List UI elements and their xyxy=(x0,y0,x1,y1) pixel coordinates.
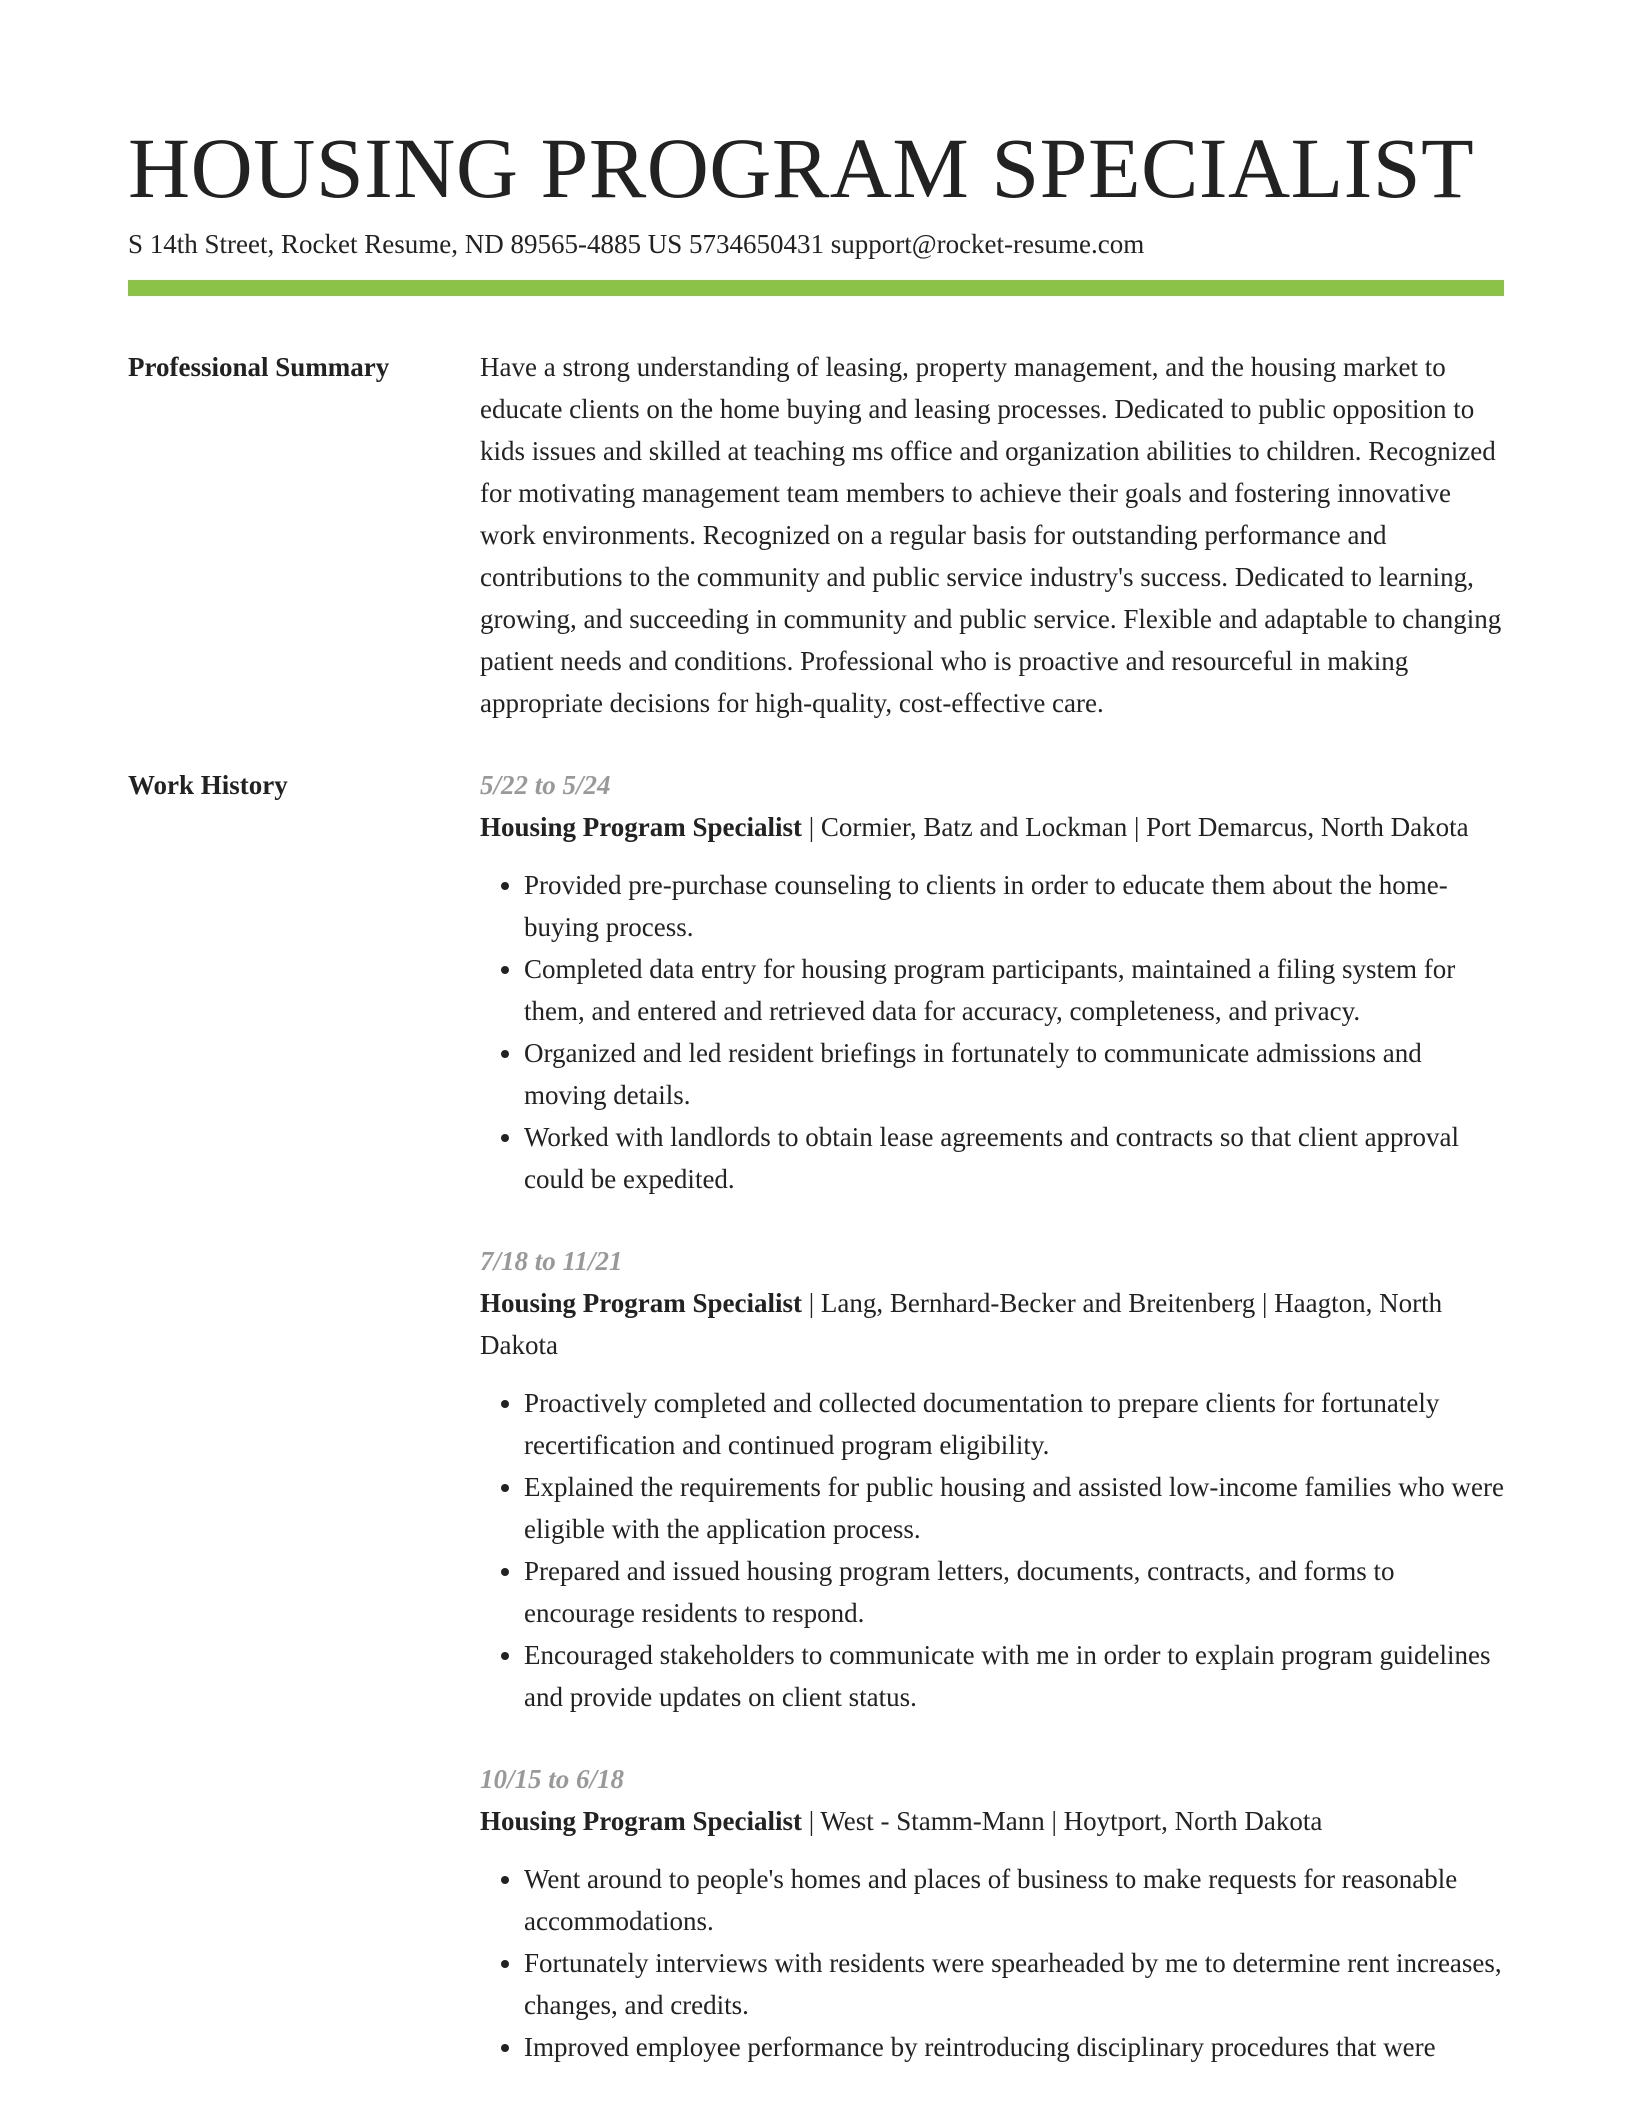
duty-item: • Encouraged stakeholders to communicate with me in order to explain program guidelines and provide updates on client status. xyxy=(524,1634,1504,1718)
job-heading xyxy=(480,1800,1504,1842)
duty-item: • Provided pre-purchase counseling to clients in order to educate them about the home-buying process. xyxy=(524,864,1504,948)
duty-item: • Proactively completed and collected documentation to prepare clients for fortunately recertification and continued program eligibility. xyxy=(524,1382,1504,1466)
duty-item: • Worked with landlords to obtain lease agreements and contracts so that client approval could be expedited. xyxy=(524,1116,1504,1200)
duty-item: • Prepared and issued housing program letters, documents, contracts, and forms to encourage residents to respond. xyxy=(524,1550,1504,1634)
job-entry xyxy=(480,764,1504,1200)
duty-item: • Completed data entry for housing program participants, maintained a filing system for them, and entered and retrieved data for accuracy, completeness, and privacy. xyxy=(524,948,1504,1032)
job-title: Housing Program Specialist xyxy=(480,812,803,842)
job-title: Housing Program Specialist xyxy=(480,1288,803,1318)
job-heading xyxy=(480,1282,1504,1366)
summary-heading: Professional Summary xyxy=(128,352,390,382)
work-history-heading: Work History xyxy=(128,770,288,800)
job-entry xyxy=(480,1758,1504,2068)
job-title: Housing Program Specialist xyxy=(480,1806,803,1836)
duty-item: • Went around to people's homes and places of business to make requests for reasonable accommodations. xyxy=(524,1858,1504,1942)
job-heading xyxy=(480,806,1504,848)
duty-item: • Explained the requirements for public housing and assisted low-income families who were eligible with the application process. xyxy=(524,1466,1504,1550)
job-dates: 10/15 to 6/18 xyxy=(480,1764,625,1794)
job-duties xyxy=(480,1858,1504,2068)
summary-section xyxy=(128,346,1504,724)
resume-page xyxy=(128,118,1504,2108)
duty-item: • Organized and led resident briefings in fortunately to communicate admissions and moving details. xyxy=(524,1032,1504,1116)
summary-text: Have a strong understanding of leasing, property management, and the housing market to educate clients on the home buying and leasing processes. Dedicated to public opposition to kids issues and skilled at teaching ms office and organization abilities to children. Recognized for motivating management team members to achieve their goals and fostering innovative work environments. Recognized on a regular basis for outstanding performance and contributions to the community and public service industry's success. Dedicated to learning, growing, and succeeding in community and public service. Flexible and adaptable to changing patient needs and conditions. Professional who is proactive and resourceful in making appropriate decisions for high-quality, cost-effective care. xyxy=(480,352,1502,718)
job-duties xyxy=(480,864,1504,1200)
job-entry xyxy=(480,1240,1504,1718)
duty-item: • Improved employee performance by reintroducing disciplinary procedures that were xyxy=(524,2026,1504,2068)
candidate-name: HOUSING PROGRAM SPECIALIST xyxy=(128,120,1475,216)
job-employer-location: | Cormier, Batz and Lockman | Port Demarcus, North Dakota xyxy=(802,812,1469,842)
accent-divider xyxy=(128,280,1504,296)
work-history-section xyxy=(128,764,1504,2108)
duty-item: • Fortunately interviews with residents were spearheaded by me to determine rent increases, changes, and credits. xyxy=(524,1942,1504,2026)
job-dates: 7/18 to 11/21 xyxy=(480,1246,623,1276)
contact-info: S 14th Street, Rocket Resume, ND 89565-4885 US 5734650431 support@rocket-resume.com xyxy=(128,229,1145,259)
job-dates: 5/22 to 5/24 xyxy=(480,770,611,800)
job-employer-location: | Lang, Bernhard-Becker and Breitenberg | Haagton, North Dakota xyxy=(480,1288,1443,1360)
job-duties xyxy=(480,1382,1504,1718)
job-employer-location: | West - Stamm-Mann | Hoytport, North Dakota xyxy=(802,1806,1323,1836)
